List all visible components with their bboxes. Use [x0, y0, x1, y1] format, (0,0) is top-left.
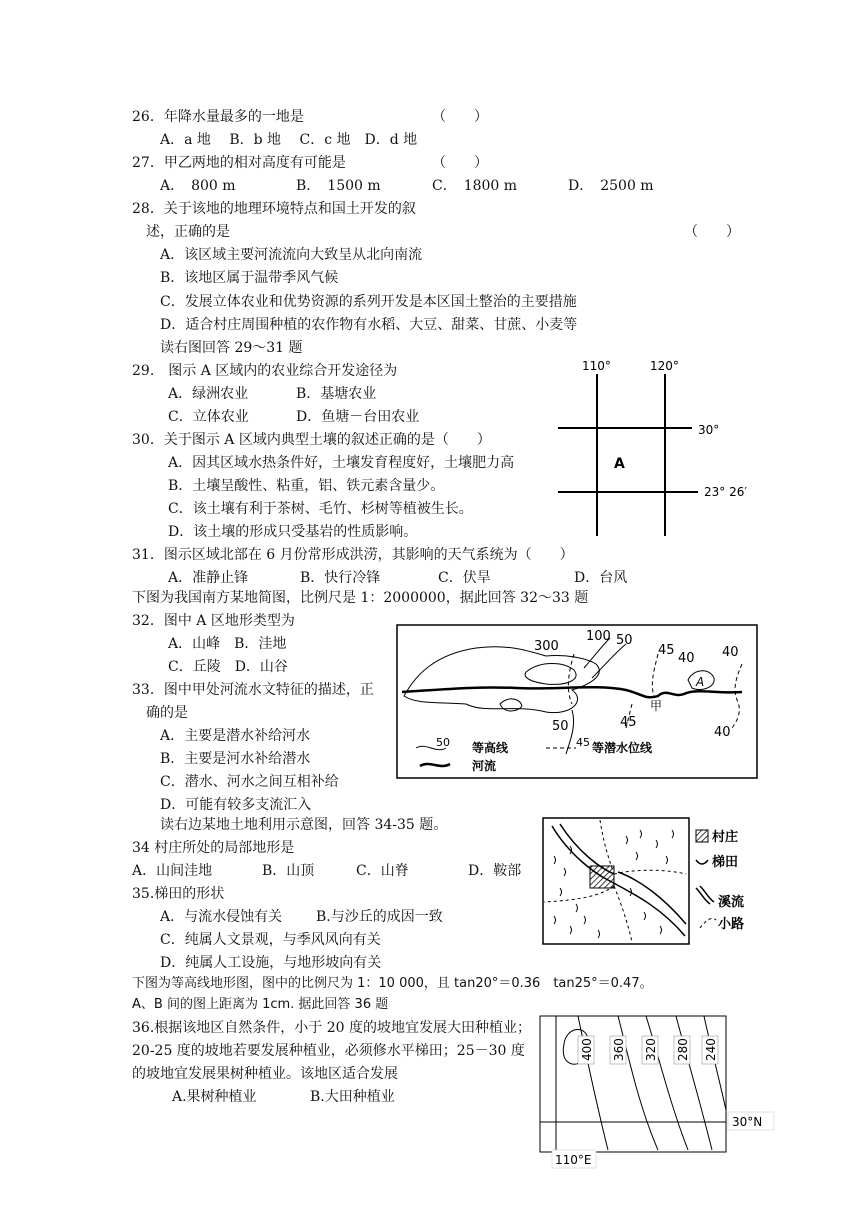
q30-stem: 30．关于图示 A 区域内典型土壤的叙述正确的是（ ）: [132, 432, 491, 448]
q27-option-c: C． 1800 m: [432, 178, 518, 194]
contour-320-label: 320: [644, 1038, 658, 1061]
q28-option-a: A．该区域主要河流流向大致呈从北向南流: [160, 247, 423, 263]
area-a-label: A: [696, 675, 705, 689]
q28-option-c: C．发展立体农业和优势资源的系列开发是本区国土整治的主要措施: [160, 294, 577, 310]
water-45-top-label: 45: [658, 643, 675, 658]
q30-option-d: D．该土壤的形成只受基岩的性质影响。: [168, 524, 418, 540]
q33-option-d: D．可能有较多支流汇入: [160, 797, 312, 813]
q28-stem-line2: 述，正确的是: [146, 224, 230, 240]
q34-option-a: A．山间洼地: [132, 863, 213, 879]
q27-answer-paren: （ ）: [432, 155, 488, 171]
q36-line1: 36.根据该地区自然条件，小于 20 度的坡地宜发展大田种植业；: [132, 1020, 531, 1036]
contour-360-label: 360: [612, 1038, 626, 1061]
q34-stem: 34 村庄所处的局部地形是: [132, 840, 295, 856]
q26-answer-paren: （ ）: [432, 109, 488, 125]
q30-option-c: C．该土壤有利于茶树、毛竹、杉树等植被生长。: [168, 501, 473, 517]
q28-answer-paren: （ ）: [684, 224, 740, 240]
q29-option-a: A．绿洲农业: [168, 386, 249, 402]
legend-contour-text: 等高线: [472, 741, 509, 755]
intro-32-33: 下图为我国南方某地简图，比例尺是 1：2000000，据此回答 32～33 题: [132, 590, 589, 606]
q29-option-c: C．立体农业: [168, 409, 249, 425]
q35-stem: 35.梯田的形状: [132, 886, 225, 902]
q35-option-d: D．纯属人工设施，与地形坡向有关: [160, 955, 382, 971]
q31-option-b: B．快行冷锋: [300, 570, 381, 586]
q30-option-a: A．因其区域水热条件好，土壤发育程度好，土壤肥力高: [168, 455, 515, 471]
q33-option-c: C．潜水、河水之间互相补给: [160, 774, 339, 790]
contour-50-top-label: 50: [616, 633, 633, 648]
contour-400-label: 400: [580, 1038, 594, 1061]
q33-stem-line2: 确的是: [146, 705, 188, 721]
q33-option-a: A．主要是潜水补给河水: [160, 728, 311, 744]
q30-option-b: B．土壤呈酸性、粘重，铝、铁元素含量少。: [168, 478, 445, 494]
lon-120-label: 120°: [650, 359, 679, 373]
q33-stem-line1: 33．图中甲处河流水文特征的描述，正: [132, 682, 374, 698]
q35-option-a: A．与流水侵蚀有关: [160, 909, 283, 925]
contour-240-label: 240: [704, 1038, 718, 1061]
q36-line2: 20-25 度的坡地若要发展种植业，必须修水平梯田；25－30 度: [132, 1043, 525, 1059]
water-45-bottom-label: 45: [620, 715, 637, 730]
q35-option-c: C．纯属人文景观，与季风风向有关: [160, 932, 381, 948]
legend-path: 小路: [718, 917, 745, 932]
q32-options-ab: A．山峰 B．洼地: [168, 636, 287, 652]
contour-50-bottom-label: 50: [552, 719, 569, 734]
lat-lon-grid-figure: [556, 356, 748, 540]
contour-300-label: 300: [534, 639, 559, 654]
contour-map-figure: [538, 1014, 778, 1174]
q31-option-a: A．准静止锋: [168, 570, 249, 586]
q29-option-b: B．基塘农业: [296, 386, 377, 402]
q28-option-d: D．适合村庄周围种植的农作物有水稻、大豆、甜菜、甘蔗、小麦等: [160, 317, 578, 333]
q34-option-c: C．山脊: [356, 863, 409, 879]
q27-stem: 27．甲乙两地的相对高度有可能是: [132, 155, 346, 171]
q34-option-b: B．山顶: [262, 863, 315, 879]
q31-option-c: C．伏旱: [438, 570, 491, 586]
q35-option-b: B.与沙丘的成因一致: [316, 909, 443, 925]
q36-option-a: A.果树种植业: [172, 1089, 257, 1105]
q31-option-d: D．台风: [574, 570, 628, 586]
q27-option-b: B． 1500 m: [296, 178, 381, 194]
lat-30-label: 30°: [698, 423, 720, 437]
land-use-figure: [540, 816, 760, 946]
q34-option-d: D．鞍部: [468, 863, 522, 879]
legend-river-text: 河流: [472, 759, 497, 773]
legend-water-text: 等潜水位线: [592, 741, 653, 755]
intro-34-35: 读右边某地土地利用示意图，回答 34-35 题。: [160, 817, 448, 833]
intro-36-line2: A、B 间的图上距离为 1cm. 据此回答 36 题: [132, 997, 389, 1012]
q36-option-b: B.大田种植业: [310, 1089, 395, 1105]
point-jia-label: 甲: [650, 699, 663, 713]
legend-stream: 溪流: [718, 895, 745, 910]
q26-stem: 26．年降水量最多的一地是: [132, 109, 304, 125]
q29-stem: 29. 图示 A 区域内的农业综合开发途径为: [132, 363, 398, 379]
legend-water-number: 45: [576, 736, 590, 749]
contour-280-label: 280: [676, 1038, 690, 1061]
lon-110-label: 110°: [582, 359, 611, 373]
q27-option-a: A． 800 m: [160, 178, 236, 194]
legend-contour-number: 50: [436, 736, 450, 749]
contour-40-c-label: 40: [714, 725, 731, 740]
q29-option-d: D．鱼塘－台田农业: [296, 409, 420, 425]
contour-100-label: 100: [586, 629, 611, 644]
q32-stem: 32．图中 A 区地形类型为: [132, 613, 295, 629]
q36-line3: 的坡地宜发展果树种植业。该地区适合发展: [132, 1066, 398, 1082]
q26-options: A．a 地 B．b 地 C．c 地 D．d 地: [160, 132, 418, 148]
legend-terrace: 梯田: [712, 855, 739, 870]
q33-option-b: B．主要是河水补给潜水: [160, 751, 311, 767]
intro-29-31: 读右图回答 29～31 题: [160, 340, 303, 356]
river-contour-figure: [396, 624, 758, 780]
legend-village: 村庄: [712, 830, 739, 845]
intro-36-line1: 下图为等高线地形图，图中的比例尺为 1：10 000，且 tan20°＝0.36 tan25°＝0.47。: [132, 976, 653, 991]
q31-stem: 31．图示区域北部在 6 月份常形成洪涝，其影响的天气系统为（ ）: [132, 547, 574, 563]
q32-options-cd: C．丘陵 D．山谷: [168, 659, 288, 675]
q28-stem-line1: 28．关于该地的地理环境特点和国土开发的叙: [132, 201, 416, 217]
q28-option-b: B．该地区属于温带季风气候: [160, 270, 339, 286]
q27-option-d: D． 2500 m: [568, 178, 654, 194]
lon-110e-label: 110°E: [555, 1153, 592, 1167]
lat-30n-label: 30°N: [732, 1115, 763, 1129]
contour-40-b-label: 40: [722, 645, 739, 660]
region-a-label: A: [614, 456, 625, 472]
contour-40-a-label: 40: [678, 651, 695, 666]
lat-tropic-label: 23° 26′: [704, 485, 748, 499]
